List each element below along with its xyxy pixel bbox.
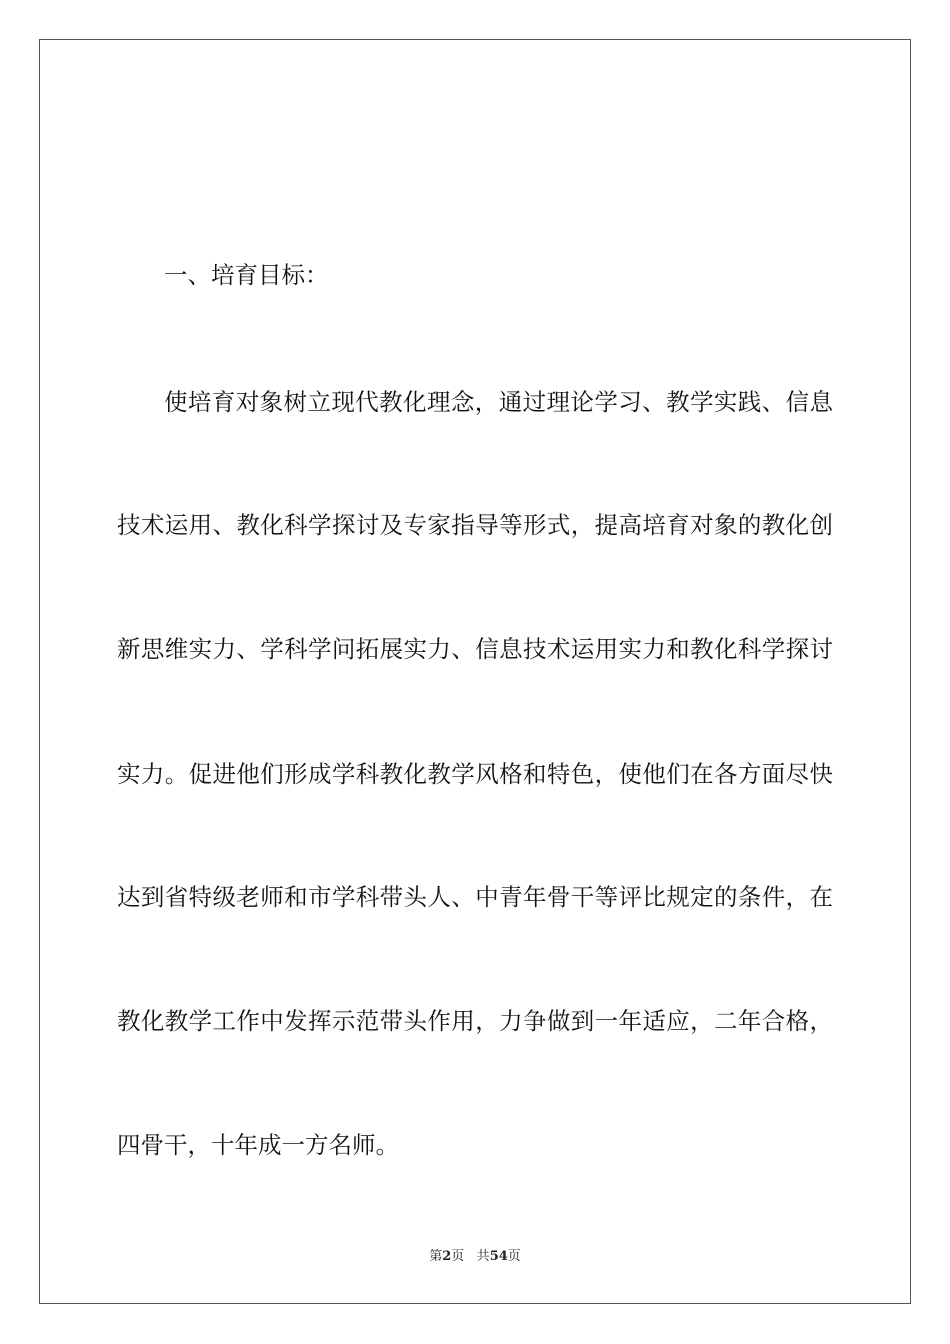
footer-page-prefix: 第 xyxy=(429,1249,443,1264)
paragraph-line-1: 使培育对象树立现代教化理念，通过理论学习、教学实践、信息 xyxy=(164,388,833,416)
footer-total-prefix: 共 xyxy=(476,1249,490,1264)
paragraph-line-7: 四骨干，十年成一方名师。 xyxy=(117,1131,399,1159)
paragraph-line-2: 技术运用、教化科学探讨及专家指导等形式，提高培育对象的教化创 xyxy=(117,511,833,539)
footer-page-number: 2 xyxy=(442,1249,452,1264)
paragraph-line-3: 新思维实力、学科学问拓展实力、信息技术运用实力和教化科学探讨 xyxy=(117,635,833,663)
paragraph-line-5: 达到省特级老师和市学科带头人、中青年骨干等评比规定的条件，在 xyxy=(117,883,833,911)
paragraph-line-6: 教化教学工作中发挥示范带头作用，力争做到一年适应，二年合格， xyxy=(117,1007,833,1035)
footer-total-suffix: 页 xyxy=(507,1249,521,1264)
footer-total-pages: 54 xyxy=(489,1249,508,1264)
footer-page-suffix: 页 xyxy=(451,1249,465,1264)
section-heading: 一、培育目标： xyxy=(164,261,329,289)
paragraph-line-4: 实力。促进他们形成学科教化教学风格和特色，使他们在各方面尽快 xyxy=(117,760,833,788)
page-footer xyxy=(0,1245,950,1264)
page-frame xyxy=(39,39,911,1304)
